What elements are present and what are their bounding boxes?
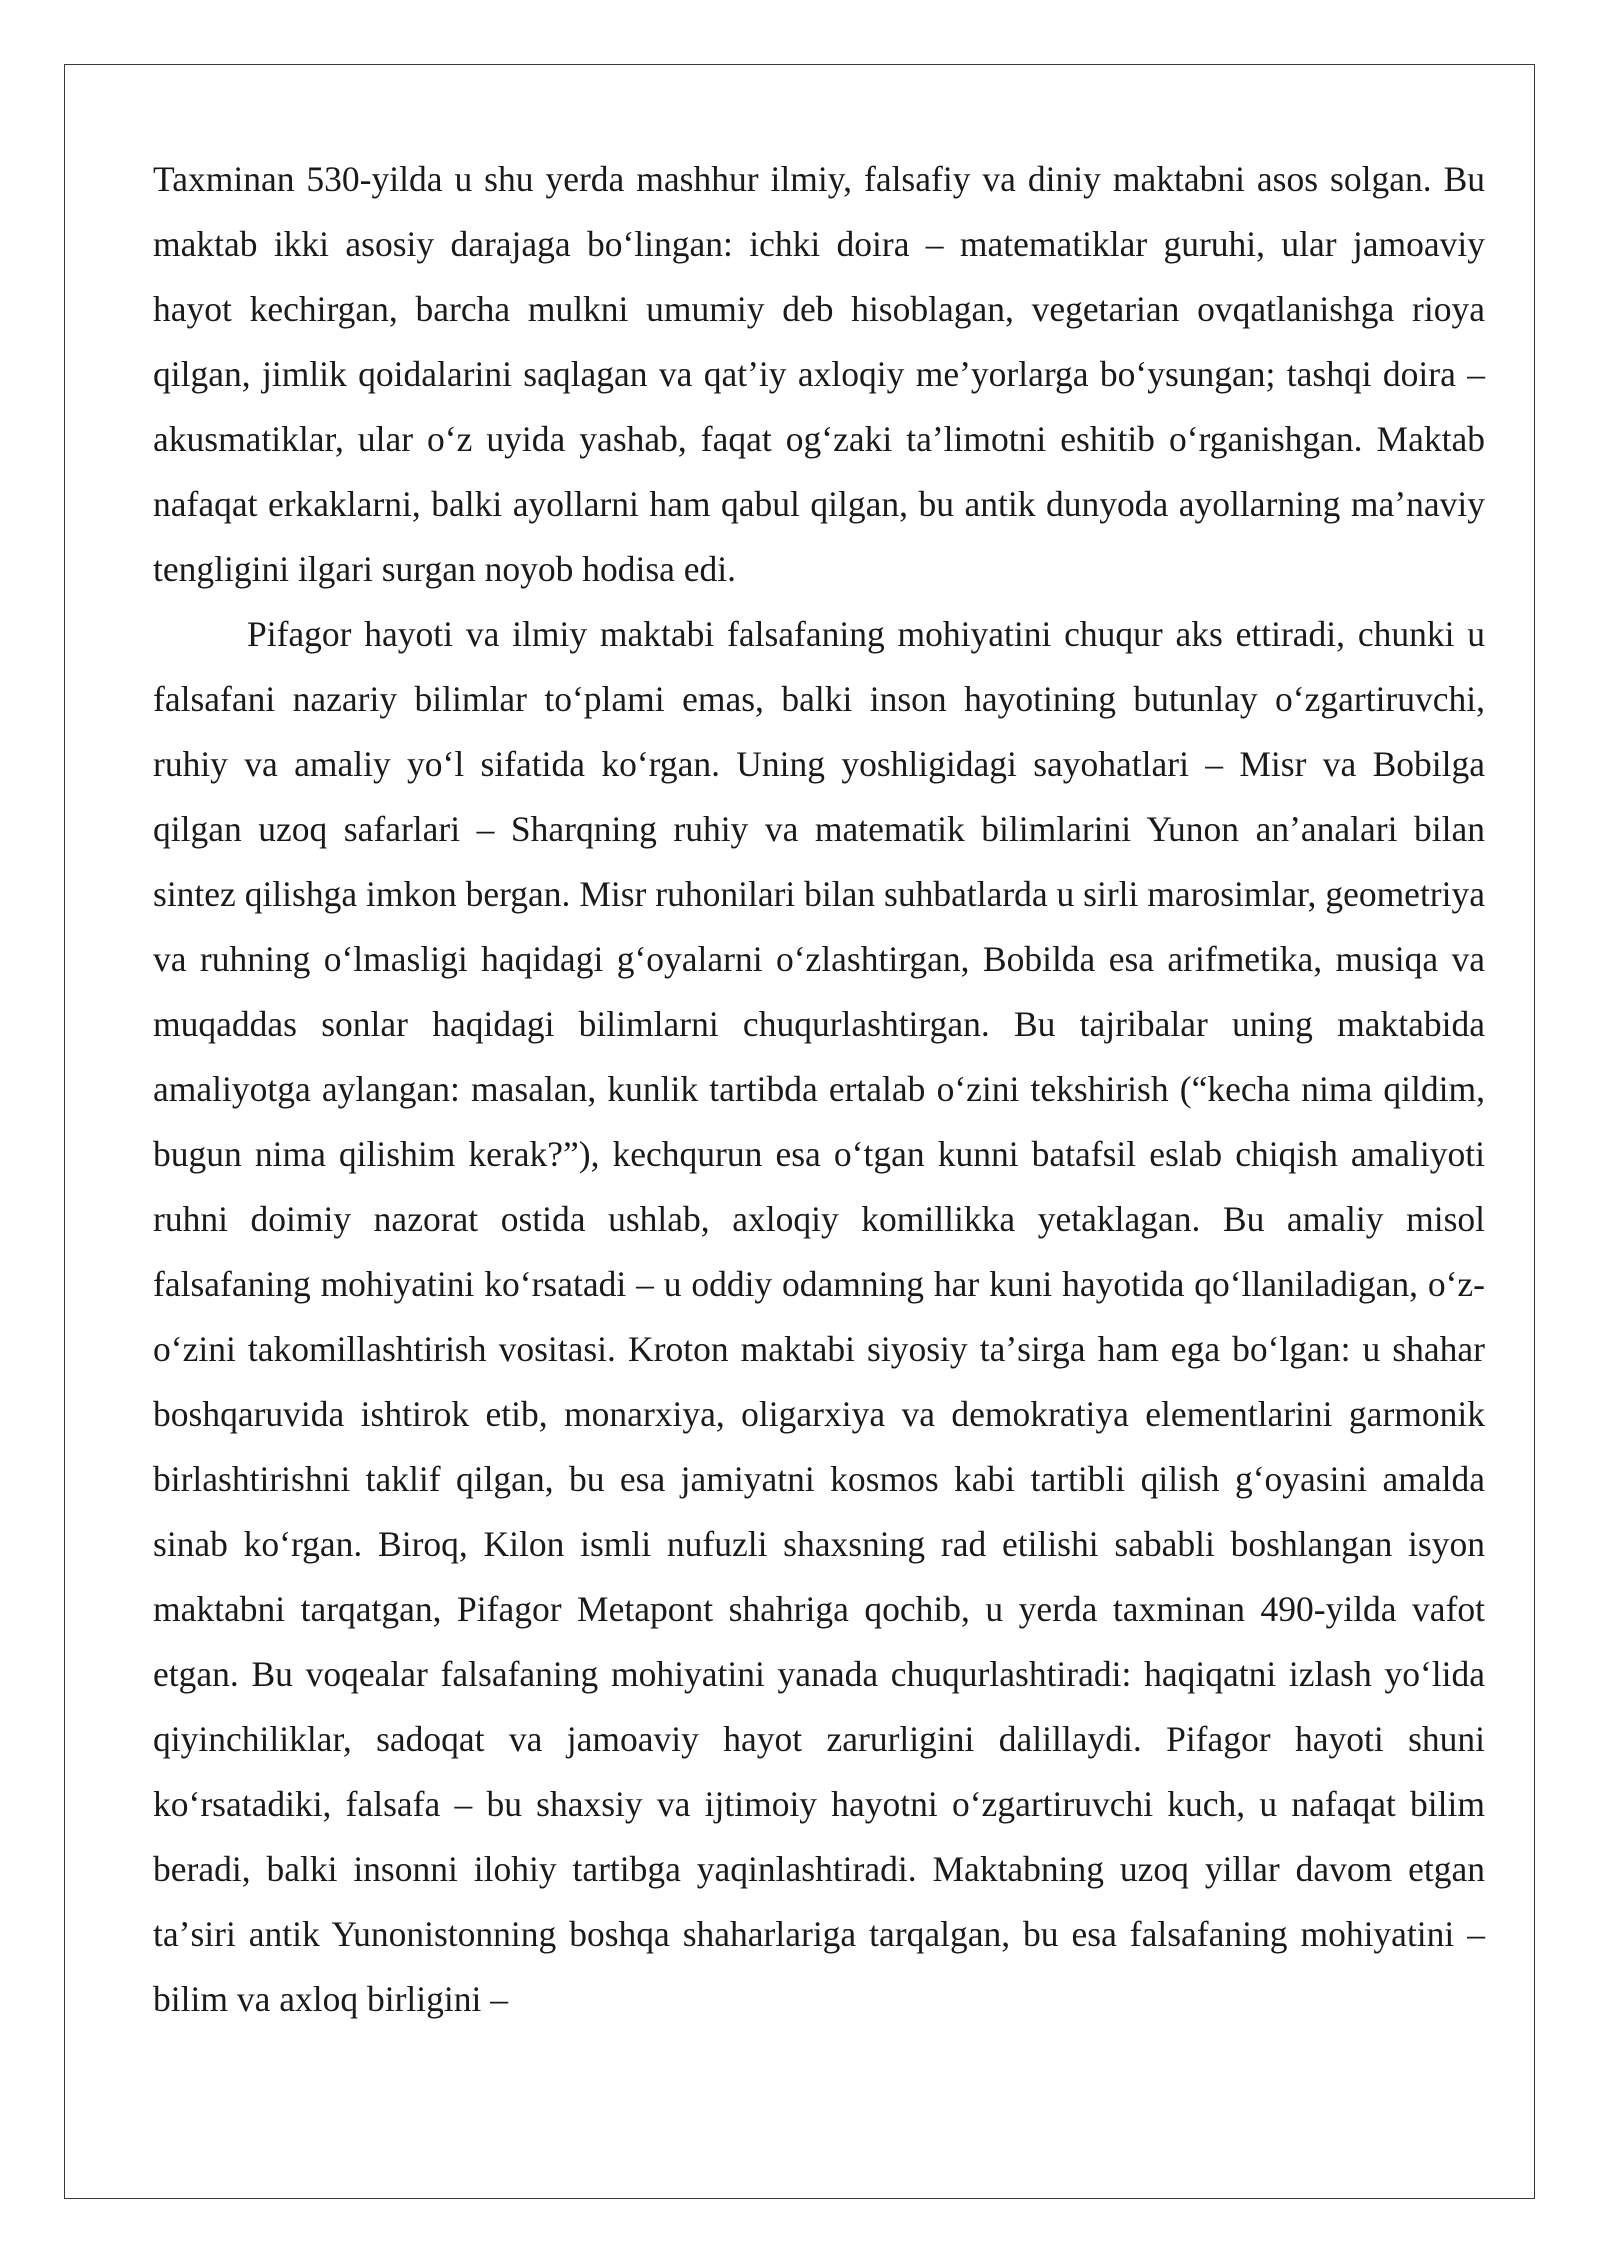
paragraph-1: Taxminan 530-yilda u shu yerda mashhur ilmiy, falsafiy va diniy maktabni asos solgan. Bu maktab ikki asosiy darajaga boʻlingan: ichki doira – matematiklar guruhi, ular jamoaviy hayot kechirgan, barcha mulkni umumiy deb hisoblagan, vegetarian ovqatlanishga rioya qilgan, jimlik qoidalarini saqlagan va qatʼiy axloqiy meʼyorlarga boʻysungan; tashqi doira – akusmatiklar, ular oʻz uyida yashab, faqat ogʻzaki taʼlimotni eshitib oʻrganishgan. Maktab nafaqat erkaklarni, balki ayollarni ham qabul qilgan, bu antik dunyoda ayollarning maʼnaviy tengligini ilgari surgan noyob hodisa edi. <box>153 159 1485 589</box>
document-body <box>153 147 1485 2032</box>
paragraph-2: Pifagor hayoti va ilmiy maktabi falsafaning mohiyatini chuqur aks ettiradi, chunki u falsafani nazariy bilimlar toʻplami emas, balki inson hayotining butunlay oʻzgartiruvchi, ruhiy va amaliy yoʻl sifatida koʻrgan. Uning yoshligidagi sayohatlari – Misr va Bobilga qilgan uzoq safarlari – Sharqning ruhiy va matematik bilimlarini Yunon anʼanalari bilan sintez qilishga imkon bergan. Misr ruhonilari bilan suhbatlarda u sirli marosimlar, geometriya va ruhning oʻlmasligi haqidagi gʻoyalarni oʻzlashtirgan, Bobilda esa arifmetika, musiqa va muqaddas sonlar haqidagi bilimlarni chuqurlashtirgan. Bu tajribalar uning maktabida amaliyotga aylangan: masalan, kunlik tartibda ertalab oʻzini tekshirish (“kecha nima qildim, bugun nima qilishim kerak?”), kechqurun esa oʻtgan kunni batafsil eslab chiqish amaliyoti ruhni doimiy nazorat ostida ushlab, axloqiy komillikka yetaklagan. Bu amaliy misol falsafaning mohiyatini koʻrsatadi – u oddiy odamning har kuni hayotida qoʻllaniladigan, oʻz-oʻzini takomillashtirish vositasi. Kroton maktabi siyosiy taʼsirga ham ega boʻlgan: u shahar boshqaruvida ishtirok etib, monarxiya, oligarxiya va demokratiya elementlarini garmonik birlashtirishni taklif qilgan, bu esa jamiyatni kosmos kabi tartibli qilish gʻoyasini amalda sinab koʻrgan. Biroq, Kilon ismli nufuzli shaxsning rad etilishi sababli boshlangan isyon maktabni tarqatgan, Pifagor Metapont shahriga qochib, u yerda taxminan 490-yilda vafot etgan. Bu voqealar falsafaning mohiyatini yanada chuqurlashtiradi: haqiqatni izlash yoʻlida qiyinchiliklar, sadoqat va jamoaviy hayot zarurligini dalillaydi. Pifagor hayoti shuni koʻrsatadiki, falsafa – bu shaxsiy va ijtimoiy hayotni oʻzgartiruvchi kuch, u nafaqat bilim beradi, balki insonni ilohiy tartibga yaqinlashtiradi. Maktabning uzoq yillar davom etgan taʼsiri antik Yunonistonning boshqa shaharlariga tarqalgan, bu esa falsafaning mohiyatini – bilim va axloq birligini – <box>153 614 1485 2019</box>
